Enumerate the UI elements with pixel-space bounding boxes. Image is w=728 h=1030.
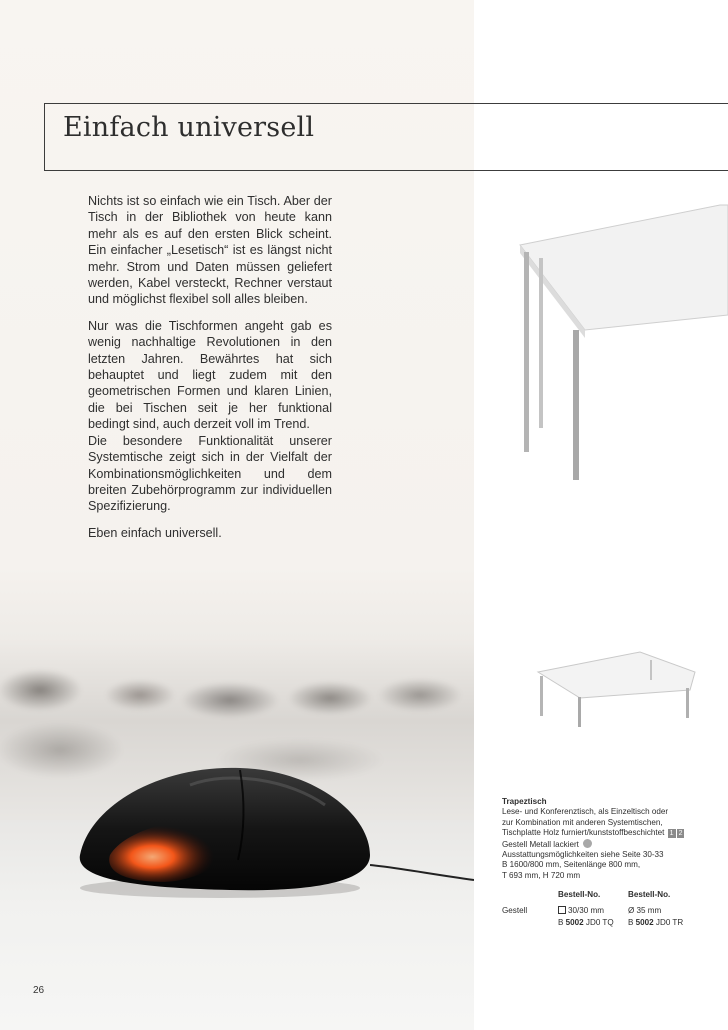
table-large-image [510, 200, 728, 490]
product-line: zur Kombination mit anderen Systemtischen, [502, 817, 663, 827]
order-header-1: Bestell-No. [558, 890, 601, 899]
row-label: Gestell [502, 906, 528, 915]
body-text [88, 193, 332, 551]
product-line: B 1600/800 mm, Seitenlänge 800 mm, [502, 860, 641, 870]
order-code-2: B 5002 JD0 TR [628, 918, 684, 927]
product-line-frame: Gestell Metall lackiert [502, 839, 728, 850]
product-line: Ausstattungsmöglichkeiten siehe Seite 30-33 [502, 850, 664, 860]
size-round: Ø 35 mm [628, 906, 662, 915]
color-dot-icon [583, 839, 592, 848]
order-code-1: B 5002 JD0 TQ [558, 918, 614, 927]
table-small-image [530, 650, 700, 730]
product-title: Trapeztisch [502, 797, 547, 806]
product-line-material: Tischplatte Holz furniert/kunststoffbeschichtet 1 2 [502, 828, 683, 838]
product-description [502, 797, 728, 881]
product-line: Lese- und Konferenztisch, als Einzeltisch oder [502, 807, 669, 817]
paragraph-2: Nur was die Tischformen angeht gab es wenig nachhaltige Revolutionen in den letzten Jahren. Bewährtes hat sich behauptet und liegt zudem mit den geometrischen Formen und klaren Linien, die bei Tischen seit je her funktional bedingt sind, auch derzeit voll im Trend. [88, 318, 332, 432]
size-square: 30/30 mm [558, 906, 604, 915]
paragraph-4: Eben einfach universell. [88, 525, 222, 540]
mouse-cable [370, 860, 474, 900]
paragraph-3: Die besondere Funktionalität unserer Systemtische zeigt sich in der Vielfalt der Kombinationsmöglichkeiten und dem breiten Zubehörprogramm zur individuellen Spezifizierung. [88, 433, 332, 514]
product-line: T 693 mm, H 720 mm [502, 870, 581, 880]
paragraph-1: Nichts ist so einfach wie ein Tisch. Aber der Tisch in der Bibliothek von heute kann mehr als es auf den ersten Blick scheint. Ein einfacher „Lesetisch“ ist es längst nicht mehr. Strom und Daten müssen geliefert werden, Kabel versteckt, Rechner verstaut und möglichst flexibel soll alles bleiben. [88, 194, 332, 307]
order-header-2: Bestell-No. [628, 890, 671, 899]
square-icon [558, 906, 566, 914]
page-title: Einfach universell [63, 112, 315, 143]
mouse-image [70, 760, 390, 900]
badge-1: 1 [669, 830, 674, 838]
badge-2: 2 [678, 830, 683, 838]
page-number: 26 [33, 985, 45, 996]
